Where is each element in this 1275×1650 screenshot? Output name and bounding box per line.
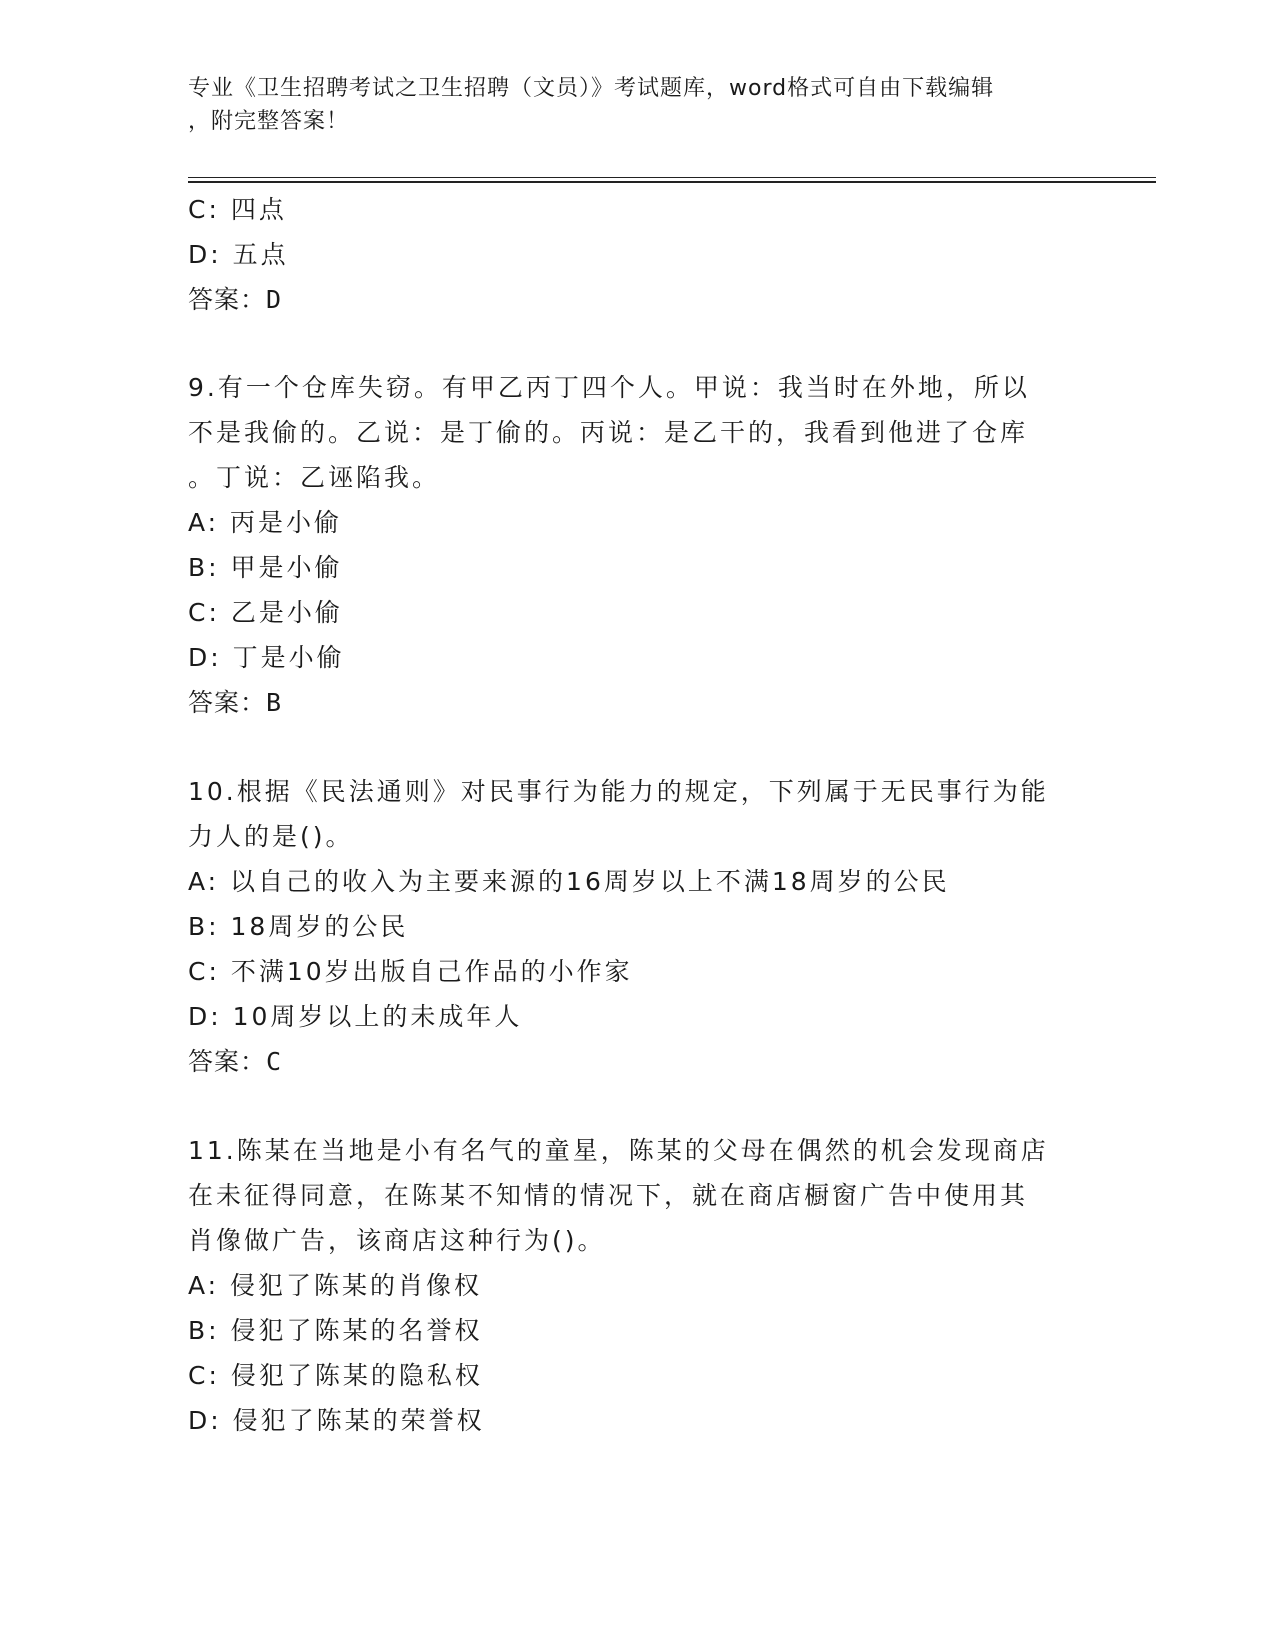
answer-label: 答案： — [188, 1047, 267, 1076]
page-header — [188, 72, 1068, 138]
header-line-1: 专业《卫生招聘考试之卫生招聘（文员）》考试题库，word格式可自由下载编辑 — [188, 76, 995, 101]
q11-stem-line-2: 在未征得同意，在陈某不知情的情况下，就在商店橱窗广告中使用其 — [188, 1181, 1029, 1210]
q10-answer — [188, 1047, 282, 1077]
header-divider — [188, 177, 1156, 178]
q8-option-c: C: 四点 — [188, 195, 287, 224]
answer-value: B — [266, 688, 283, 717]
q9-option-b: B: 甲是小偷 — [188, 553, 343, 582]
q11-stem-line-1: 11.陈某在当地是小有名气的童星，陈某的父母在偶然的机会发现商店 — [188, 1136, 1049, 1165]
q9-option-a: A: 丙是小偷 — [188, 508, 343, 537]
answer-label: 答案： — [188, 285, 267, 314]
q10-option-c: C: 不满10岁出版自己作品的小作家 — [188, 957, 633, 986]
q11-option-b: B: 侵犯了陈某的名誉权 — [188, 1316, 483, 1345]
q8-answer — [188, 285, 282, 315]
q11-option-a: A: 侵犯了陈某的肖像权 — [188, 1271, 483, 1300]
q9-stem-line-3: 。丁说：乙诬陷我。 — [188, 463, 441, 492]
q10-stem-line-2: 力人的是()。 — [188, 822, 354, 851]
answer-label: 答案： — [188, 688, 267, 717]
q9-answer — [188, 688, 282, 718]
q10-option-d: D: 10周岁以上的未成年人 — [188, 1002, 523, 1031]
q8-option-d: D: 五点 — [188, 240, 289, 269]
q11-option-c: C: 侵犯了陈某的隐私权 — [188, 1361, 483, 1390]
q9-stem-line-1: 9.有一个仓库失窃。有甲乙丙丁四个人。甲说：我当时在外地，所以 — [188, 373, 1030, 402]
q11-stem-line-3: 肖像做广告，该商店这种行为()。 — [188, 1226, 606, 1255]
header-divider-thick — [188, 181, 1156, 183]
q9-stem-line-2: 不是我偷的。乙说：是丁偷的。丙说：是乙干的，我看到他进了仓库 — [188, 418, 1029, 447]
q10-option-a: A: 以自己的收入为主要来源的16周岁以上不满18周岁的公民 — [188, 867, 950, 896]
q10-stem-line-1: 10.根据《民法通则》对民事行为能力的规定，下列属于无民事行为能 — [188, 777, 1049, 806]
q10-option-b: B: 18周岁的公民 — [188, 912, 409, 941]
q9-option-d: D: 丁是小偷 — [188, 643, 345, 672]
answer-value: C — [266, 1047, 283, 1076]
answer-value: D — [266, 285, 283, 314]
q9-option-c: C: 乙是小偷 — [188, 598, 343, 627]
header-line-2: ，附完整答案！ — [188, 109, 350, 134]
q11-option-d: D: 侵犯了陈某的荣誉权 — [188, 1406, 485, 1435]
